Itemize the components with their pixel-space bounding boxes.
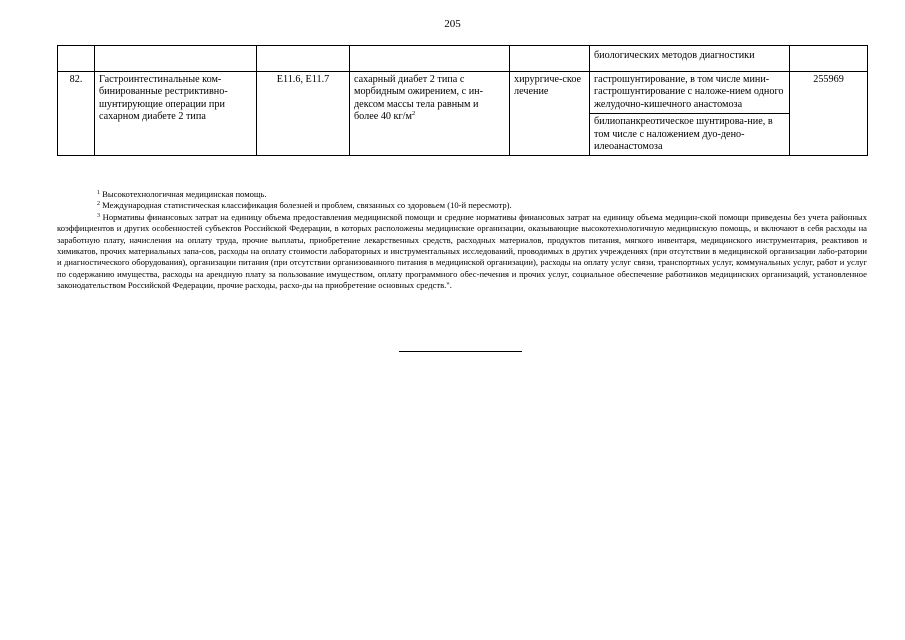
cell-empty <box>350 46 510 72</box>
footnote-3 <box>57 212 867 292</box>
cell-empty <box>790 46 868 72</box>
footnote-text: Международная статистическая классификация болезней и проблем, связанных со здоровьем (10-й пересмотр). <box>102 200 512 211</box>
cell-empty <box>95 46 257 72</box>
cell-method-prev: биологических методов диагностики <box>590 46 790 72</box>
cell-empty <box>257 46 350 72</box>
footnote-2 <box>57 200 867 211</box>
footnote-text: Высокотехнологичная медицинская помощь. <box>102 189 267 199</box>
footnote-mark: 2 <box>97 201 100 208</box>
cell-cost-norm: 255969 <box>790 72 868 156</box>
table-row-82 <box>58 72 868 114</box>
page-number: 205 <box>444 18 461 30</box>
vmp-table <box>57 45 868 156</box>
cell-patient-model <box>350 72 510 156</box>
cell-method-2: билиопанкреотическое шунтирова-ние, в том числе с наложением дуо-дено-илеоанастомоза <box>590 114 790 156</box>
footnotes <box>57 189 867 292</box>
cell-row-number: 82. <box>58 72 95 156</box>
cell-vmp-name: Гастроинтестинальные ком-бинированные рестриктивно-шунтирующие операции при сахарном диабете 2 типа <box>95 72 257 156</box>
footnote-mark: 1 <box>97 190 100 196</box>
footnote-1 <box>57 189 867 200</box>
cell-method-1: гастрошунтирование, в том числе мини-гастрошунтирование с наложе-нием одного желудочно-кишечного анастомоза <box>590 72 790 114</box>
patient-model-text: сахарный диабет 2 типа с морбидным ожирением, с ин-дексом массы тела равным и более 40 кг/м <box>354 74 484 123</box>
cell-treatment-type: хирургиче-ское лечение <box>510 72 590 156</box>
superscript-2: 2 <box>411 110 416 118</box>
end-divider <box>399 351 522 352</box>
footnote-mark: 3 <box>97 212 100 219</box>
table-row-continuation <box>58 46 868 72</box>
cell-empty <box>58 46 95 72</box>
cell-icd-codes: E11.6, E11.7 <box>257 72 350 156</box>
cell-empty <box>510 46 590 72</box>
footnote-text: Нормативы финансовых затрат на единицу объема предоставления медицинской помощи и средние нормативы финансовых затрат на единицу объема медицин-ской помощи приведены без учета районных коэффициентов и других особенностей субъектов Российской Федерации, в которых расположены медицинские организации, оказывающие высокотехнологичную медицинскую помощь, и включают в себя расходы на заработную плату, начисления на оплату труда, прочие выплаты, приобретение лекарственных средств, расходных материалов, продуктов питания, мягкого инвентаря, медицинского инструментария, реактивов и химикатов, прочих материальных запа-сов, расходы на оплату стоимости лабораторных и инструментальных исследований, проводимых в других учреждениях (при отсутствии в медицинской организации лабо-ратории и диагностического оборудования), организации питания (при отсутствии организованного питания в медицинской организации), расходы на оплату услуг связи, транспортных услуг, коммунальных услуг, работ и услуг по содержанию имущества, расходы на арендную плату за пользование имуществом, оплату программного обес-печения и прочих услуг, социальное обеспечение работников медицинских организаций, установленное законодательством Российской Федерации, прочие расходы, расхо-ды на приобретение основных средств.". <box>57 211 867 291</box>
